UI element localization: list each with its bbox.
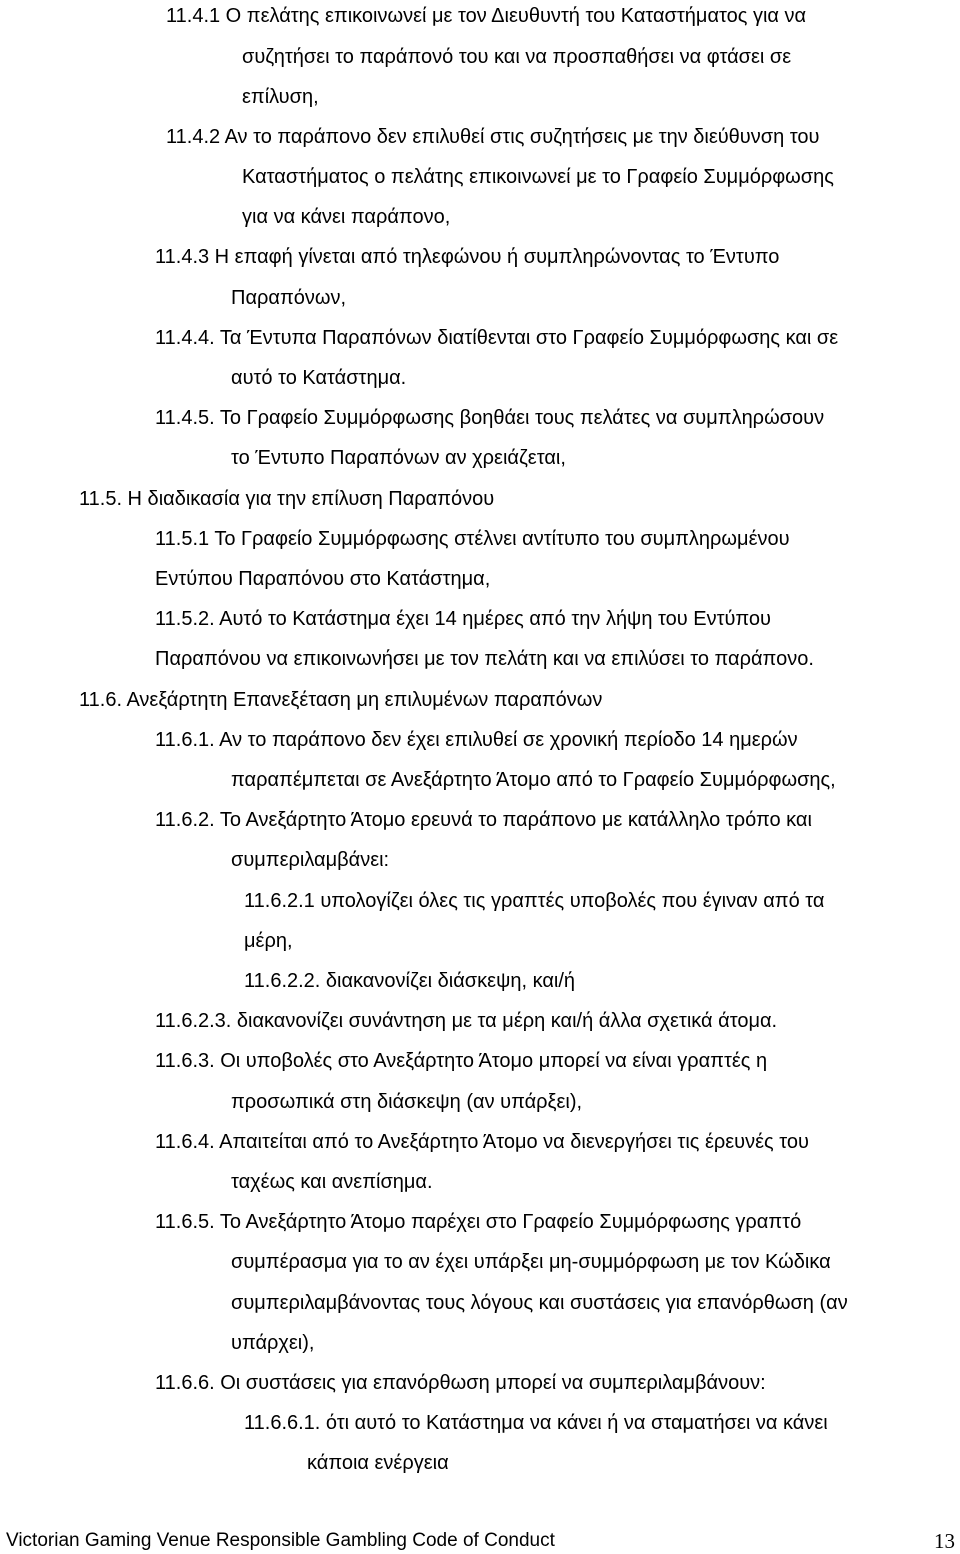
text-line: προσωπικά στη διάσκεψη (αν υπάρξει),	[231, 1091, 583, 1113]
text-line: συμπεριλαμβάνοντας τους λόγους και συστάσεις για επανόρθωση (αν	[231, 1292, 848, 1314]
text-line: αυτό το Κατάστημα.	[231, 367, 407, 389]
text-line: συμπέρασμα για το αν έχει υπάρξει μη-συμμόρφωση με τον Κώδικα	[231, 1251, 831, 1273]
text-line: μέρη,	[244, 930, 293, 952]
text-line: 11.6.6.1. ότι αυτό το Κατάστημα να κάνει ή να σταματήσει να κάνει	[244, 1412, 828, 1434]
text-line: Παραπόνων,	[231, 287, 347, 309]
text-line: 11.4.1 Ο πελάτης επικοινωνεί με τον Διευθυντή του Καταστήματος για να	[166, 5, 807, 27]
text-line: 11.4.2 Αν το παράπονο δεν επιλυθεί στις συζητήσεις με την διεύθυνση του	[166, 126, 820, 148]
text-line: ταχέως και ανεπίσημα.	[231, 1171, 433, 1193]
text-line: 11.6.6. Οι συστάσεις για επανόρθωση μπορεί να συμπεριλαμβάνουν:	[155, 1372, 766, 1394]
text-line: Παραπόνου να επικοινωνήσει με τον πελάτη και να επιλύσει το παράπονο.	[155, 648, 814, 670]
text-line: Εντύπου Παραπόνου στο Κατάστημα,	[155, 568, 491, 590]
text-line: επίλυση,	[242, 86, 319, 108]
text-line: 11.5.1 Το Γραφείο Συμμόρφωσης στέλνει αντίτυπο του συμπληρωμένου	[155, 528, 790, 550]
text-line: 11.6.2. Το Ανεξάρτητο Άτομο ερευνά το παράπονο με κατάλληλο τρόπο και	[155, 809, 812, 831]
text-line: το Έντυπο Παραπόνων αν χρειάζεται,	[231, 447, 566, 469]
text-line: 11.6.2.3. διακανονίζει συνάντηση με τα μέρη και/ή άλλα σχετικά άτομα.	[155, 1010, 778, 1032]
text-line: συζητήσει το παράπονό του και να προσπαθήσει να φτάσει σε	[242, 46, 792, 68]
text-line: 11.5.2. Αυτό το Κατάστημα έχει 14 ημέρες από την λήψη του Εντύπου	[155, 608, 771, 630]
text-line: 11.4.4. Τα Έντυπα Παραπόνων διατίθενται στο Γραφείο Συμμόρφωσης και σε	[155, 327, 839, 349]
page-number: 13	[934, 1529, 955, 1553]
text-line: παραπέμπεται σε Ανεξάρτητο Άτομο από το Γραφείο Συμμόρφωσης,	[231, 769, 836, 791]
text-line: Καταστήματος ο πελάτης επικοινωνεί με το Γραφείο Συμμόρφωσης	[242, 166, 834, 188]
section-heading: 11.6. Ανεξάρτητη Επανεξέταση μη επιλυμένων παραπόνων	[79, 689, 603, 711]
footer-title: Victorian Gaming Venue Responsible Gambling Code of Conduct	[6, 1530, 555, 1551]
text-line: κάποια ενέργεια	[307, 1452, 449, 1474]
text-line: 11.6.4. Απαιτείται από το Ανεξάρτητο Άτομο να διενεργήσει τις έρευνές του	[155, 1131, 809, 1153]
text-line: 11.4.5. Το Γραφείο Συμμόρφωσης βοηθάει τους πελάτες να συμπληρώσουν	[155, 407, 825, 429]
text-line: υπάρχει),	[231, 1332, 315, 1354]
text-line: 11.6.2.2. διακανονίζει διάσκεψη, και/ή	[244, 970, 576, 992]
text-line: 11.6.1. Αν το παράπονο δεν έχει επιλυθεί σε χρονική περίοδο 14 ημερών	[155, 729, 798, 751]
text-line: 11.6.2.1 υπολογίζει όλες τις γραπτές υποβολές που έγιναν από τα	[244, 890, 825, 912]
section-heading: 11.5. Η διαδικασία για την επίλυση Παραπόνου	[79, 488, 495, 510]
text-line: 11.6.5. Το Ανεξάρτητο Άτομο παρέχει στο Γραφείο Συμμόρφωσης γραπτό	[155, 1211, 802, 1233]
text-line: για να κάνει παράπονο,	[242, 206, 451, 228]
text-line: 11.4.3 Η επαφή γίνεται από τηλεφώνου ή συμπληρώνοντας το Έντυπο	[155, 246, 780, 268]
text-line: 11.6.3. Οι υποβολές στο Ανεξάρτητο Άτομο μπορεί να είναι γραπτές η	[155, 1050, 768, 1072]
text-line: συμπεριλαμβάνει:	[231, 849, 390, 871]
